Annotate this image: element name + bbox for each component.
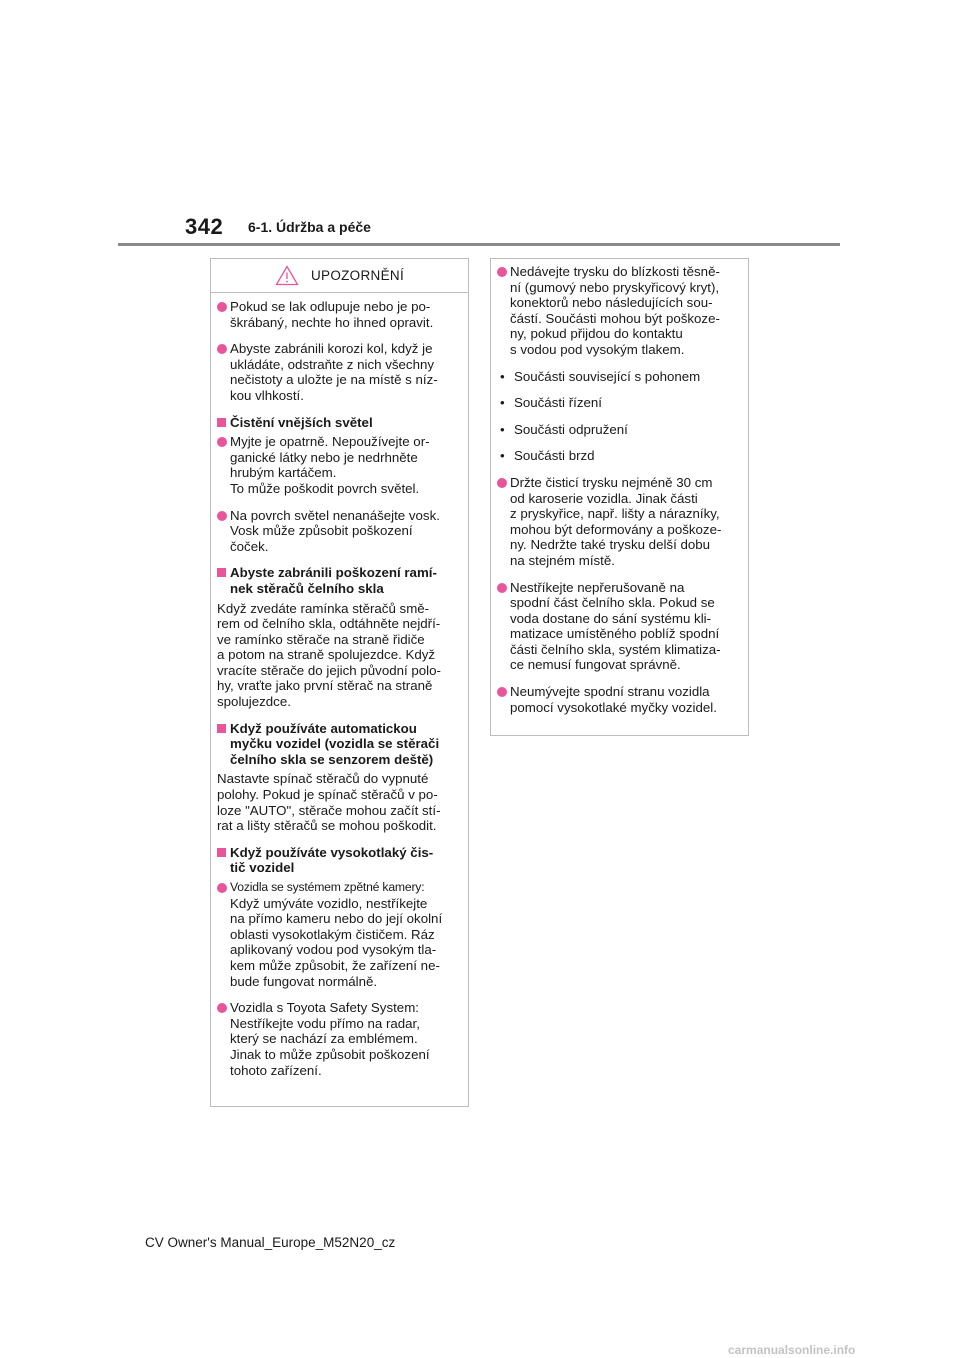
list-item <box>497 580 742 674</box>
list-item <box>217 434 462 496</box>
text-line: ní (gumový nebo pryskyřicový kryt), <box>510 279 720 295</box>
bullet-dot-icon <box>217 511 227 521</box>
list-item <box>217 299 462 330</box>
list-item <box>217 341 462 403</box>
list-item <box>497 264 742 358</box>
bullet-dot-icon <box>217 344 227 354</box>
text-line: ce nemusí fungovat správně. <box>510 657 681 673</box>
text-line: tohoto zařízení. <box>230 1062 322 1078</box>
list-item-text <box>230 1000 430 1078</box>
list-item <box>217 1000 462 1078</box>
text-line: ny, pokud přijdou do kontaktu <box>510 326 683 342</box>
bullet-dot-icon <box>217 437 227 447</box>
text-line: tič vozidel <box>230 860 295 876</box>
list-item-text <box>510 580 721 674</box>
square-bullet-icon <box>217 418 226 427</box>
text-line: bude fungovat normálně. <box>230 973 378 989</box>
text-line: Když používáte vysokotlaký čis- <box>230 844 434 860</box>
text-line: Abyste zabránili korozi kol, když je <box>230 341 433 357</box>
bullet-mark: • <box>500 368 505 384</box>
subsection-heading <box>217 721 462 768</box>
text-line: Nestříkejte vodu přímo na radar, <box>230 1015 420 1031</box>
caution-box-right <box>490 258 749 736</box>
text-line: Neumývejte spodní stranu vozidla <box>510 684 710 700</box>
page-number: 342 <box>185 214 224 239</box>
text-line: polohy. Pokud je spínač stěračů v po- <box>217 787 438 803</box>
square-bullet-icon <box>217 724 226 733</box>
text-line: s vodou pod vysokým tlakem. <box>510 341 685 357</box>
header-rule <box>118 243 840 246</box>
text-line: Pokud se lak odlupuje nebo je po- <box>230 299 431 314</box>
text-line: kem může způsobit, že zařízení ne- <box>230 957 440 973</box>
text-line: nečistoty a uložte je na místě s níz- <box>230 372 438 388</box>
text-line: oblasti vysokotlakým čističem. Ráz <box>230 926 435 942</box>
heading-text <box>230 565 437 596</box>
bullet-mark: • <box>500 421 505 437</box>
text-line: loze "AUTO", stěrače mohou začít stí- <box>217 802 441 818</box>
text-line: ganické látky nebo je nedrhněte <box>230 449 418 465</box>
text-line: čelního skla se senzorem deště) <box>230 751 434 767</box>
text-line: pomocí vysokotlaké myčky vozidel. <box>510 699 717 715</box>
bullet-mark: • <box>500 448 505 464</box>
sub-list-item-text: Součásti řízení <box>514 395 602 411</box>
bullet-dot-icon <box>217 302 227 312</box>
text-line: od karoserie vozidla. Jinak části <box>510 490 698 506</box>
list-item-text <box>230 341 438 403</box>
text-line: Jinak to může způsobit poškození <box>230 1046 430 1062</box>
bullet-dot-icon <box>497 478 507 488</box>
text-line: Nastavte spínač stěračů do vypnuté <box>217 771 429 787</box>
text-line: na stejném místě. <box>510 552 615 568</box>
text-line: na přímo kameru nebo do její okolní <box>230 911 443 927</box>
subsection-heading <box>217 415 462 431</box>
heading-text: Čistění vnějších světel <box>230 414 373 430</box>
text-line: a potom na straně spolujezdce. Když <box>217 647 436 663</box>
text-line: Držte čisticí trysku nejméně 30 cm <box>510 474 713 490</box>
list-item-text <box>510 684 717 715</box>
text-line: spodní část čelního skla. Pokud se <box>510 595 715 611</box>
list-item-text <box>230 508 440 555</box>
list-item <box>217 508 462 555</box>
text-line: Vozidla se systémem zpětné kamery: <box>230 880 425 894</box>
bullet-dot-icon <box>497 583 507 593</box>
text-line: myčku vozidel (vozidla se stěrači <box>230 736 440 752</box>
paragraph <box>217 601 462 710</box>
text-line: hrubým kartáčem. <box>230 465 337 481</box>
text-line: To může poškodit povrch světel. <box>230 480 420 496</box>
section-title: 6-1. Údržba a péče <box>248 219 371 235</box>
list-item-text <box>230 299 433 330</box>
text-line: Abyste zabránili poškození ramí- <box>230 565 437 581</box>
caution-box-left <box>210 258 469 1107</box>
text-line: rat a lišty stěračů se mohou poškodit. <box>217 818 437 834</box>
bullet-dot-icon <box>217 1003 227 1013</box>
bullet-mark: • <box>500 395 505 411</box>
text-line: Myjte je opatrně. Nepoužívejte or- <box>230 434 430 450</box>
text-line: Vosk může způsobit poškození <box>230 523 413 539</box>
manual-id-footer: CV Owner's Manual_Europe_M52N20_cz <box>145 1235 396 1250</box>
text-line: škrábaný, nechte ho ihned opravit. <box>230 314 434 330</box>
text-line: ny. Nedržte také trysku delší dobu <box>510 537 711 553</box>
text-line: matizace umístěného poblíž spodní <box>510 626 720 642</box>
sub-list-item <box>497 395 742 411</box>
square-bullet-icon <box>217 568 226 577</box>
bullet-dot-icon <box>217 883 227 893</box>
text-line: voda dostane do sání systému kli- <box>510 610 712 626</box>
text-line: Nedávejte trysku do blízkosti těsně- <box>510 264 720 279</box>
bullet-dot-icon <box>497 687 507 697</box>
sub-list-item-text: Součásti brzd <box>514 448 595 464</box>
sub-list-item <box>497 448 742 464</box>
text-line: aplikovaný vodou pod vysokým tla- <box>230 942 437 958</box>
sub-list-item <box>497 369 742 385</box>
text-line: mohou být deformovány a poškoze- <box>510 521 722 537</box>
text-line: Nestříkejte nepřerušovaně na <box>510 579 685 595</box>
list-item <box>217 880 462 989</box>
text-line: který se nachází za emblémem. <box>230 1031 418 1047</box>
heading-text <box>230 721 439 768</box>
paragraph <box>217 771 462 833</box>
caution-label: UPOZORNĚNÍ <box>310 268 404 283</box>
sub-list-item-text: Součásti odpružení <box>514 421 628 437</box>
subsection-heading <box>217 845 462 876</box>
text-line: z pryskyřice, např. lišty a nárazníky, <box>510 506 720 522</box>
list-item-text <box>230 880 442 989</box>
text-line: hy, vraťte jako první stěrač na straně <box>217 678 433 694</box>
list-item <box>497 475 742 569</box>
text-line: ukládáte, odstraňte z nich všechny <box>230 356 435 372</box>
sub-list-item <box>497 422 742 438</box>
caution-header <box>211 259 468 293</box>
list-item-text <box>510 264 720 358</box>
list-item-text <box>510 475 721 569</box>
bullet-dot-icon <box>497 267 507 277</box>
text-line: nek stěračů čelního skla <box>230 580 384 596</box>
text-line: části čelního skla, systém klimatiza- <box>510 641 721 657</box>
text-line: Když používáte automatickou <box>230 720 417 736</box>
text-line: čoček. <box>230 538 269 554</box>
text-line: konektorů nebo následujících sou- <box>510 295 713 311</box>
text-line: ve ramínko stěrače na straně řidiče <box>217 631 425 647</box>
warning-triangle-icon <box>275 265 299 286</box>
square-bullet-icon <box>217 848 226 857</box>
list-item-text <box>230 434 430 496</box>
text-line: vracíte stěrače do jejich původní polo- <box>217 662 441 678</box>
text-line: částí. Součásti mohou být poškoze- <box>510 310 720 326</box>
sub-list-item-text: Součásti související s pohonem <box>514 368 701 384</box>
text-line: kou vlhkostí. <box>230 387 304 403</box>
text-line: Vozidla s Toyota Safety System: <box>230 1000 419 1016</box>
subsection-heading <box>217 565 462 596</box>
text-line: Když umýváte vozidlo, nestříkejte <box>230 895 428 911</box>
text-line: Když zvedáte ramínka stěračů smě- <box>217 600 430 616</box>
list-item <box>497 684 742 715</box>
text-line: spolujezdce. <box>217 694 291 710</box>
text-line: Na povrch světel nenanášejte vosk. <box>230 507 440 523</box>
heading-text <box>230 845 433 876</box>
watermark: carmanualsonline.info <box>728 1343 856 1357</box>
text-line: rem od čelního skla, odtáhněte nejdří- <box>217 616 441 632</box>
